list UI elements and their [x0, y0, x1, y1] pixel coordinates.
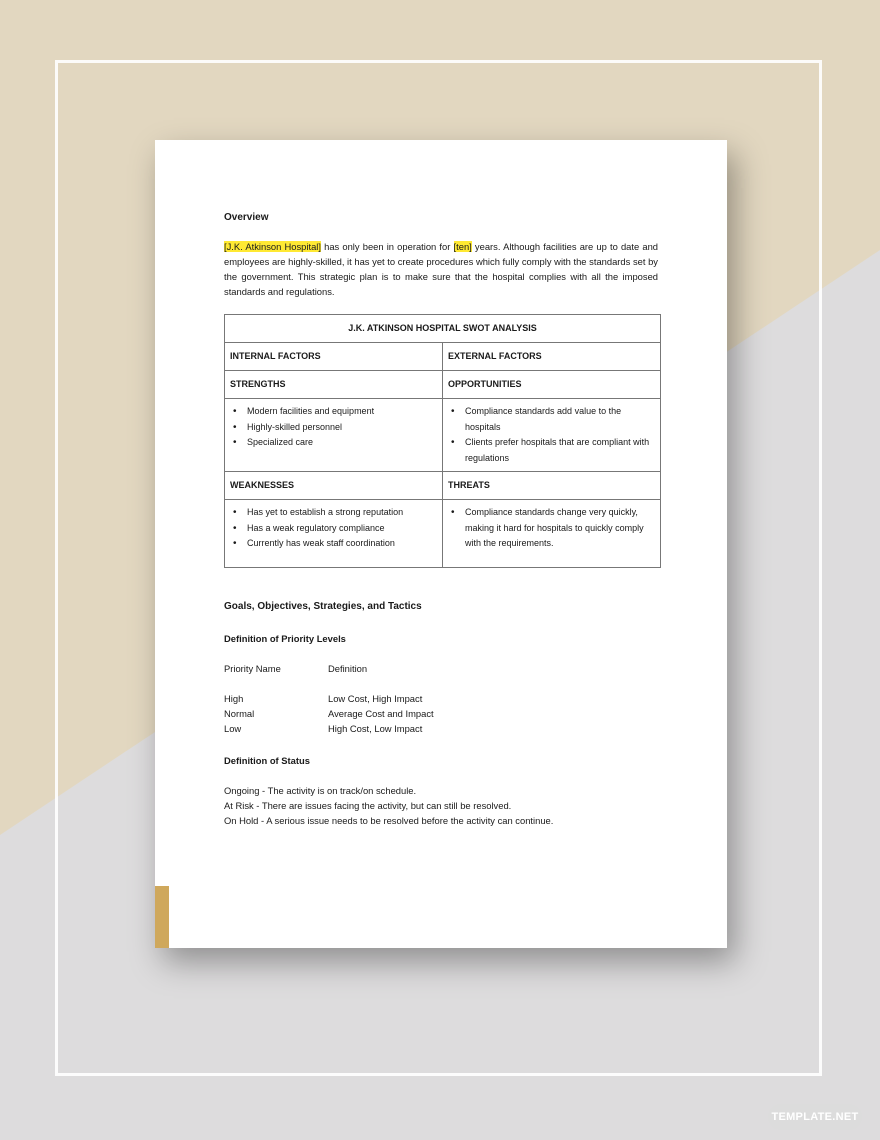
- goals-heading: Goals, Objectives, Strategies, and Tactics: [224, 601, 422, 612]
- strengths-cell: [225, 399, 443, 472]
- accent-bar: [155, 886, 169, 948]
- priority-definition: Low Cost, High Impact: [328, 693, 423, 704]
- opportunities-header: OPPORTUNITIES: [443, 371, 661, 399]
- list-item: • Has a weak regulatory compliance: [242, 521, 437, 537]
- priority-name: Low: [224, 723, 242, 734]
- weaknesses-cell: [225, 500, 443, 568]
- document-page: [155, 140, 727, 948]
- status-heading: Definition of Status: [224, 755, 310, 766]
- priority-row: [224, 721, 658, 736]
- status-line: Ongoing - The activity is on track/on schedule.: [224, 785, 417, 796]
- priority-name: High: [224, 693, 244, 704]
- list-item: • Has yet to establish a strong reputation: [242, 505, 437, 521]
- definition-column: Definition: [328, 663, 368, 674]
- priority-header-row: [224, 661, 658, 676]
- priority-name-column: Priority Name: [224, 663, 281, 674]
- swot-table: [224, 314, 661, 568]
- priority-definition: Average Cost and Impact: [328, 708, 434, 719]
- external-factors-header: EXTERNAL FACTORS: [443, 343, 661, 371]
- template-watermark-badge[interactable]: TEMPLATE.NET: [768, 1104, 862, 1130]
- highlight-years: [ten]: [453, 241, 472, 252]
- swot-title: J.K. ATKINSON HOSPITAL SWOT ANALYSIS: [225, 315, 661, 343]
- list-item: • Compliance standards add value to the hospitals: [460, 404, 655, 435]
- overview-heading: Overview: [224, 212, 269, 223]
- opportunities-list: [448, 404, 655, 466]
- priority-row: [224, 691, 658, 706]
- status-list: [224, 783, 658, 828]
- status-line: At Risk - There are issues facing the activity, but can still be resolved.: [224, 800, 512, 811]
- priority-table: [224, 691, 658, 736]
- strengths-list: [230, 404, 437, 451]
- status-line: On Hold - A serious issue needs to be resolved before the activity can continue.: [224, 815, 554, 826]
- document-content: [224, 210, 658, 828]
- list-item: • Highly-skilled personnel: [242, 420, 437, 436]
- highlight-hospital-name: [J.K. Atkinson Hospital]: [224, 241, 321, 252]
- list-item: • Currently has weak staff coordination: [242, 536, 437, 552]
- threats-cell: [443, 500, 661, 568]
- priority-row: [224, 706, 658, 721]
- list-item: • Compliance standards change very quickly, making it hard for hospitals to quickly comply with the requirements.: [460, 505, 655, 552]
- internal-factors-header: INTERNAL FACTORS: [225, 343, 443, 371]
- weaknesses-header: WEAKNESSES: [225, 472, 443, 500]
- strengths-header: STRENGTHS: [225, 371, 443, 399]
- threats-list: [448, 505, 655, 552]
- priority-levels-heading: Definition of Priority Levels: [224, 633, 346, 644]
- overview-paragraph: [J.K. Atkinson Hospital] has only been in operation for [ten] years. Although facilities are up to date and employees are highly-skilled, it has yet to create procedures which fully comply with the standards set by the government. This strategic plan is to make sure that the hospital complies with all the imposed standards and regulations.: [224, 241, 658, 297]
- priority-definition: High Cost, Low Impact: [328, 723, 423, 734]
- priority-name: Normal: [224, 708, 255, 719]
- list-item: • Specialized care: [242, 435, 437, 451]
- threats-header: THREATS: [443, 472, 661, 500]
- opportunities-cell: [443, 399, 661, 472]
- list-item: • Clients prefer hospitals that are compliant with regulations: [460, 435, 655, 466]
- weaknesses-list: [230, 505, 437, 552]
- list-item: • Modern facilities and equipment: [242, 404, 437, 420]
